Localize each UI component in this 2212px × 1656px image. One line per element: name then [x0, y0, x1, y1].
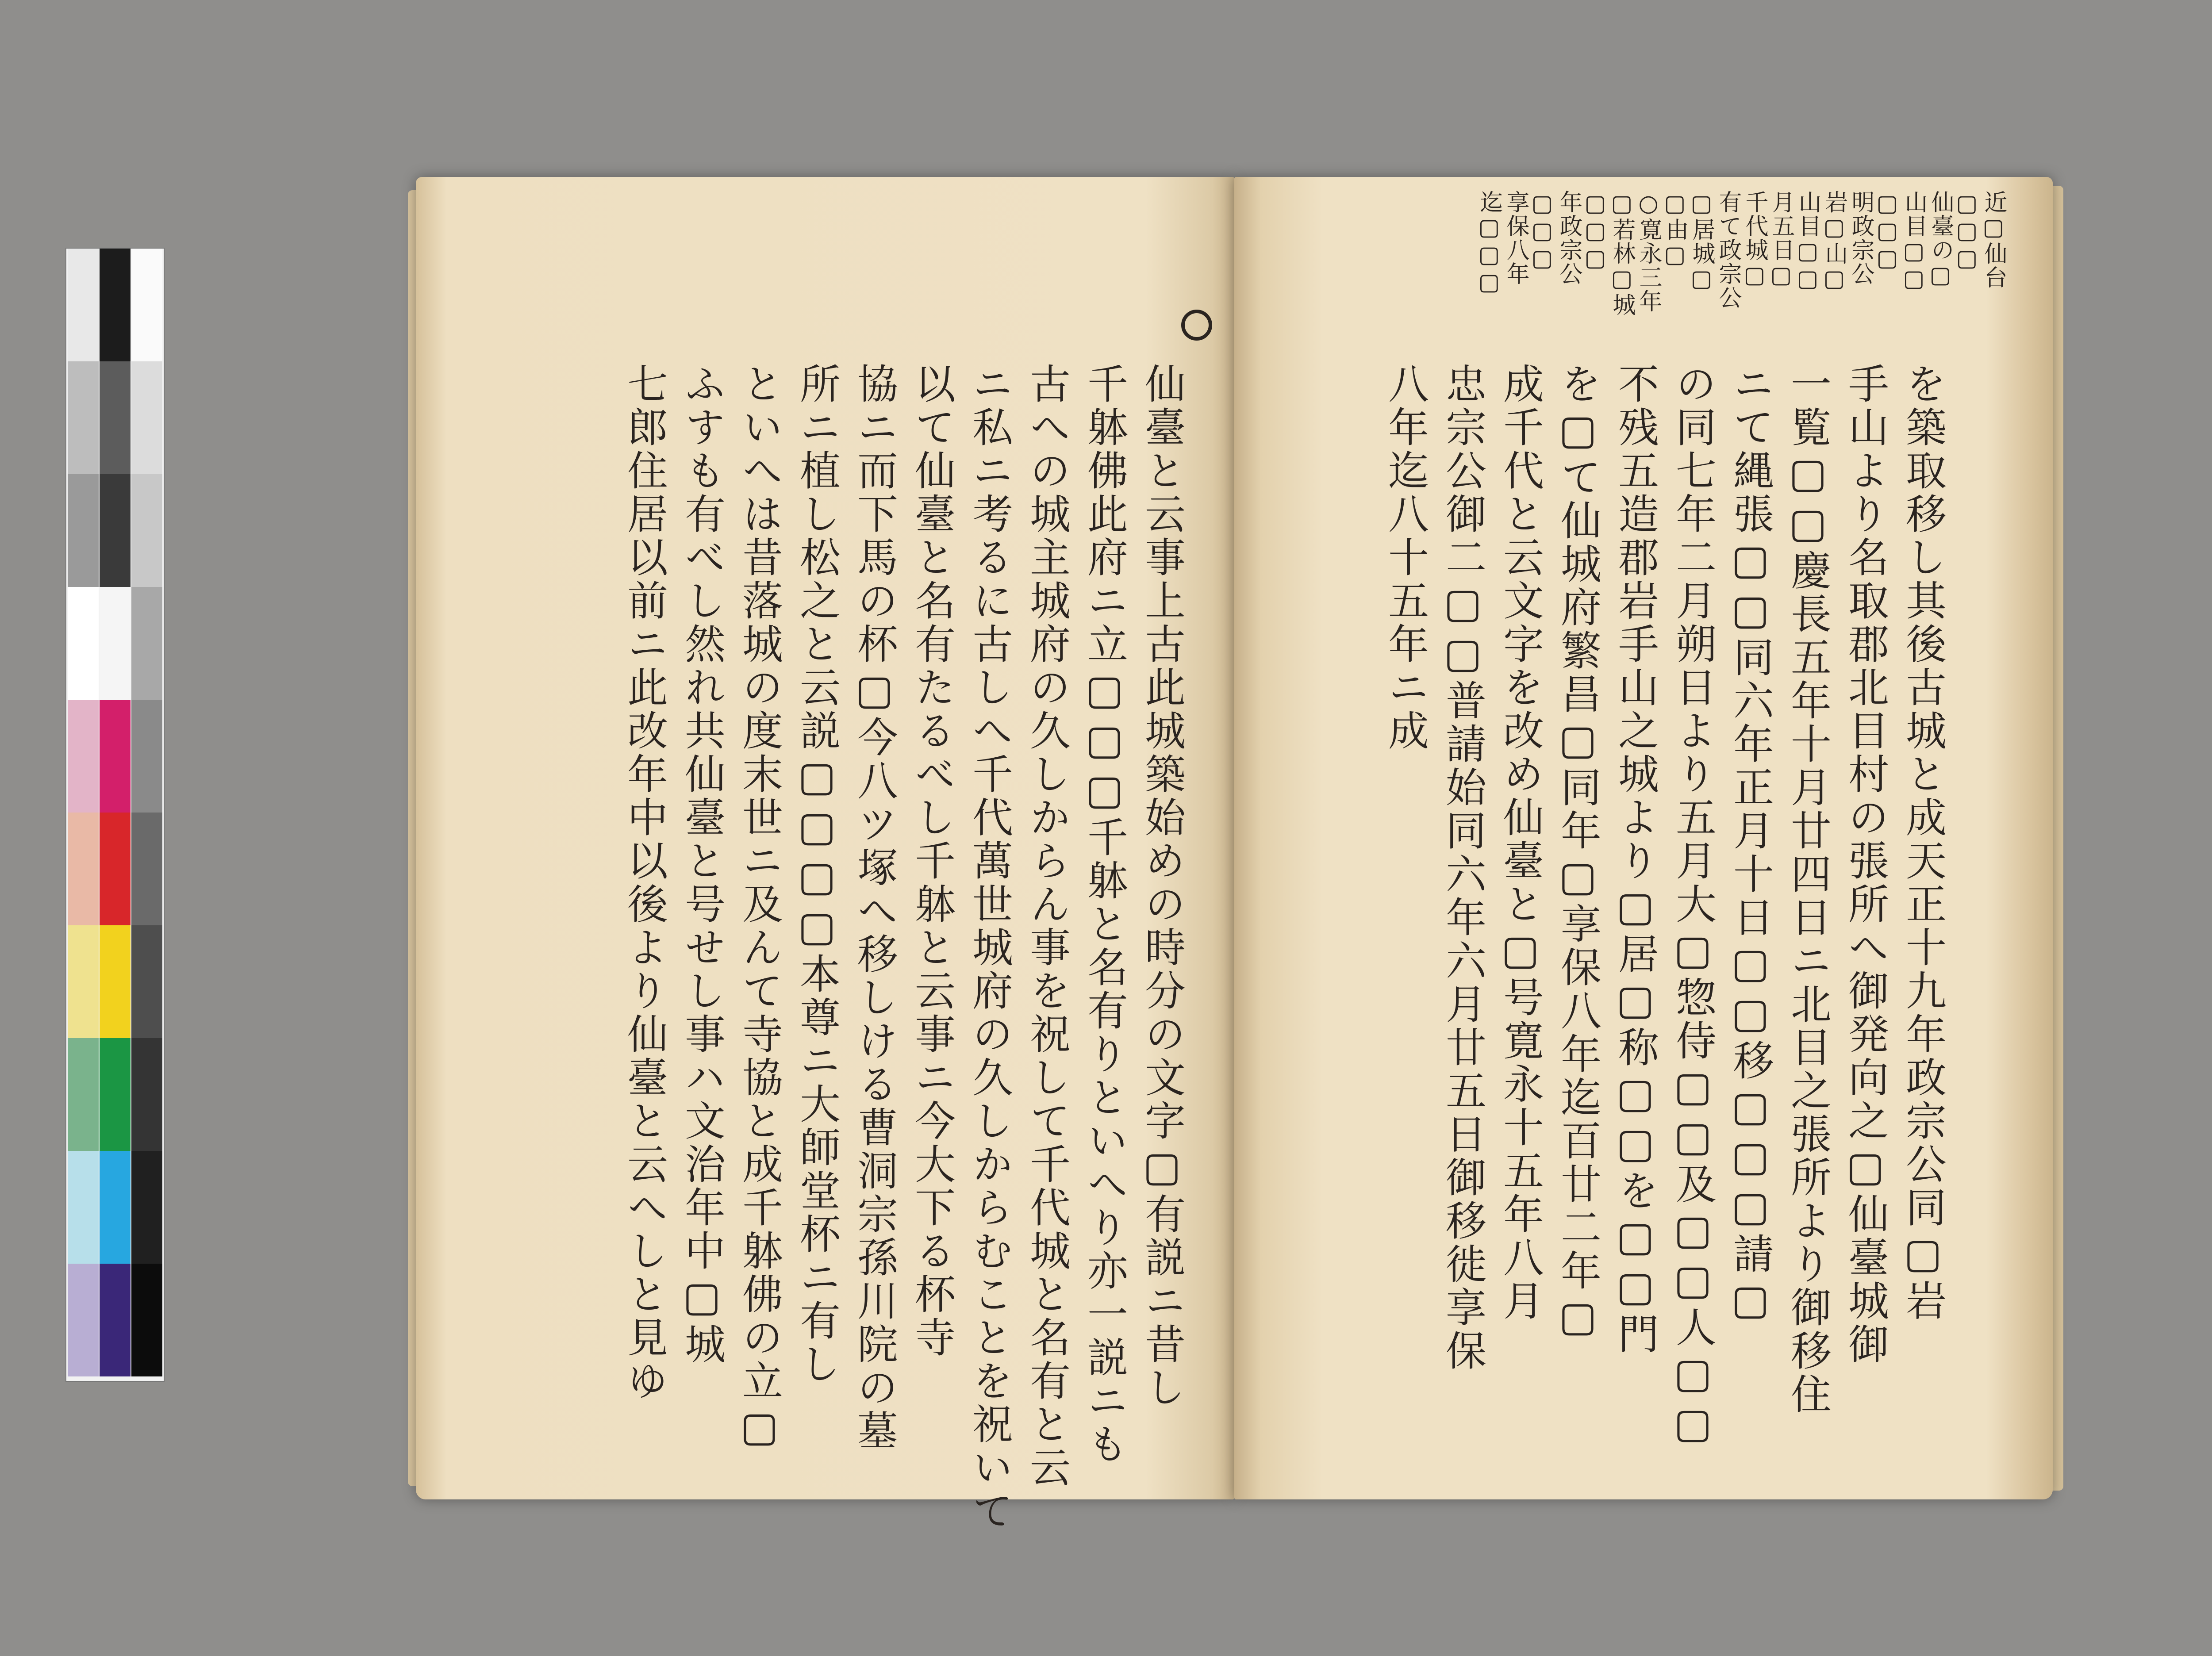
right-text-column: 忠宗公御二▢▢普請始同六年六月廿五日御移徙享保 — [1439, 363, 1486, 1373]
color-patch — [131, 1038, 162, 1151]
left-text-column: 以て仙臺と名有たるべし千躰と云事ニ今大下る杯寺 — [908, 363, 956, 1360]
color-patch — [100, 249, 131, 361]
right-page — [1234, 177, 2053, 1499]
margin-note: 千代城▢ — [1741, 190, 1768, 289]
color-patch — [100, 361, 131, 474]
right-text-column: 不残五造郡岩手山之城より▢居▢称▢▢を▢▢門 — [1612, 363, 1659, 1356]
left-text-column: 七郎住居以前ニ此改年中以後より仙臺と云へしと見ゆ — [621, 363, 668, 1403]
right-text-column: 成千代と云文字を改め仙臺と▢号寛永十五年八月 — [1497, 363, 1544, 1323]
margin-note: 岩▢山▢ — [1821, 190, 1847, 293]
color-patch — [131, 587, 162, 700]
color-patch — [100, 1151, 131, 1264]
color-patch — [100, 1264, 131, 1376]
circle-mark — [1181, 310, 1212, 341]
color-patch — [131, 1151, 162, 1264]
left-text-column: 所ニ植し松之と云説▢▢▢▢本尊ニ大師堂杯ニ有し — [793, 363, 841, 1386]
checker-column-1 — [68, 249, 99, 1381]
color-patch — [131, 361, 162, 474]
open-book — [416, 177, 2053, 1533]
color-patch — [100, 925, 131, 1038]
color-patch — [131, 474, 162, 587]
color-patch — [68, 1151, 99, 1264]
margin-note: ▢▢▢ — [1874, 190, 1901, 272]
right-text-column: ニて縄張▢▢同六年正月十日▢▢移▢▢▢請▢ — [1727, 363, 1774, 1326]
left-text-column: 古への城主城府の久しからん事を祝して千代城と名有と云 — [1023, 363, 1071, 1490]
margin-note: ▢居城▢ — [1688, 190, 1715, 293]
color-patch — [100, 587, 131, 700]
color-patch — [68, 474, 99, 587]
left-text-column: ニ私ニ考るに古しへ千代萬世城府の久しからむことを祝いて — [966, 363, 1013, 1533]
color-patch — [100, 700, 131, 813]
left-text-column: 協ニ而下馬の杯▢今八ツ塚へ移しける曹洞宗孫川院の墓 — [851, 363, 898, 1453]
color-patch — [131, 249, 162, 361]
margin-note: 享保八年 — [1502, 190, 1529, 286]
right-text-column: を▢て仙城府繁昌▢同年▢享保八年迄百廿二年▢ — [1554, 363, 1601, 1343]
color-patch — [68, 700, 99, 813]
color-patch — [131, 700, 162, 813]
color-patch — [68, 813, 99, 925]
margin-note: 月五日▢ — [1768, 190, 1794, 289]
left-text-column: ふすも有べし然れ共仙臺と号せし事ハ文治年中▢城 — [678, 363, 726, 1366]
left-text-column: といへは昔落城の度末世ニ及んて寺協と成千躰佛の立▢ — [736, 363, 783, 1453]
margin-note: 仙臺の▢ — [1927, 190, 1954, 289]
right-text-column: の同七年二月朔日より五月大▢惣侍▢▢及▢▢人▢▢ — [1669, 363, 1717, 1449]
color-patch — [131, 813, 162, 925]
color-patch — [131, 1264, 162, 1376]
margin-note: ▢▢▢ — [1582, 190, 1609, 272]
margin-note: 有て政宗公 — [1715, 190, 1741, 310]
left-page — [416, 177, 1234, 1533]
left-text-column: 仙臺と云事上古此城築始めの時分の文字▢有説ニ昔し — [1138, 363, 1186, 1410]
margin-note: ▢▢▢ — [1529, 190, 1555, 272]
right-text-column: 一覧▢▢慶長五年十月廿四日ニ北目之張所より御移住 — [1784, 363, 1832, 1416]
color-patch — [68, 1264, 99, 1376]
color-patch — [131, 925, 162, 1038]
color-patch — [100, 474, 131, 587]
checker-column-3 — [131, 249, 162, 1381]
margin-note: 年政宗公 — [1555, 190, 1582, 286]
margin-note: 明政宗公 — [1847, 190, 1874, 286]
color-patch — [68, 249, 99, 361]
margin-note: 迄▢▢▢ — [1476, 190, 1502, 296]
left-text-column: 千躰佛此府ニ立▢▢▢千躰と名有りといへり亦一説ニも — [1081, 363, 1128, 1466]
margin-note: ▢▢▢ — [1954, 190, 1980, 272]
right-text-column: 八年迄八十五年ニ成 — [1382, 363, 1429, 753]
margin-note: ▢若林▢城 — [1609, 190, 1635, 317]
right-text-column: を築取移し其後古城と成天正十九年政宗公同▢岩 — [1899, 363, 1947, 1323]
color-checker-strip — [65, 248, 165, 1382]
color-patch — [68, 925, 99, 1038]
margin-note: 山目▢▢ — [1901, 190, 1927, 293]
color-patch — [68, 587, 99, 700]
color-patch — [68, 1038, 99, 1151]
color-patch — [100, 1038, 131, 1151]
color-patch — [100, 813, 131, 925]
margin-note: 近▢仙台 — [1980, 190, 2007, 289]
margin-note: ▢由▢ — [1662, 190, 1688, 269]
color-patch — [68, 361, 99, 474]
checker-column-2 — [100, 249, 131, 1381]
margin-note: 山目▢▢ — [1794, 190, 1821, 293]
right-text-column: 手山より名取郡北目村の張所へ御発向之▢仙臺城御 — [1842, 363, 1889, 1366]
margin-note: ○寛永三年 — [1635, 190, 1662, 313]
